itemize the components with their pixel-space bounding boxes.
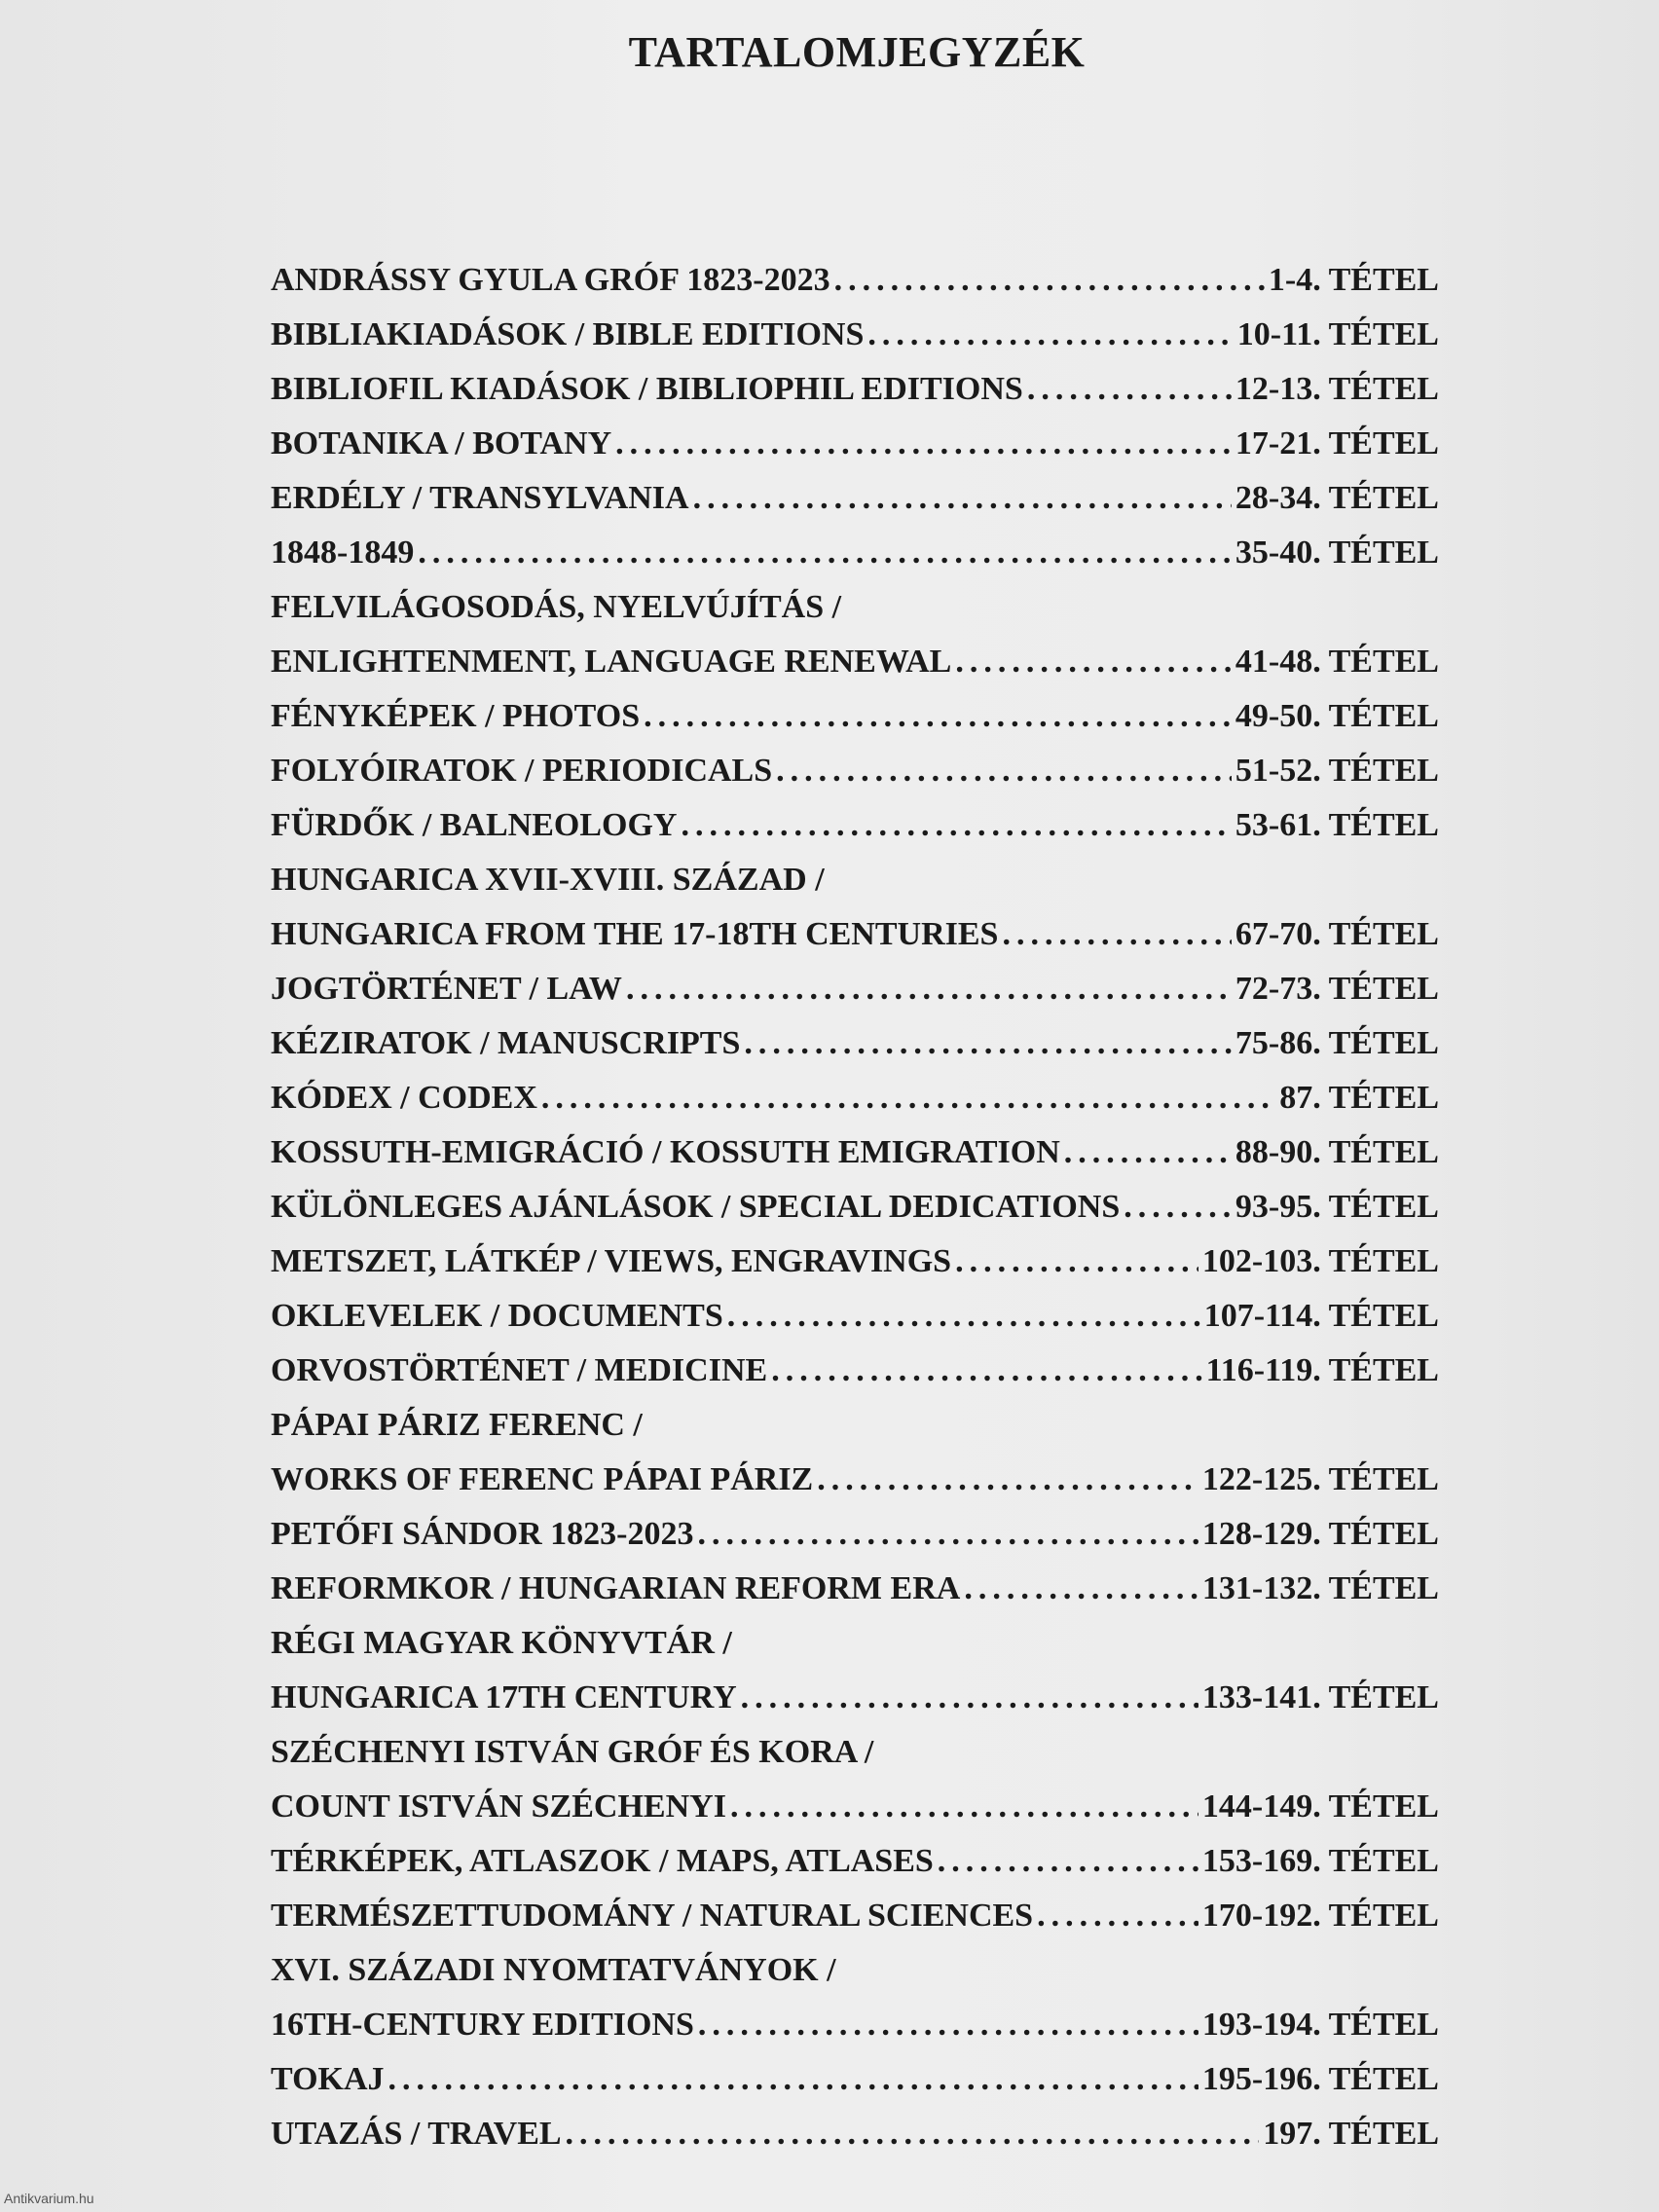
dot-leader	[1064, 1125, 1232, 1180]
toc-entry-ref: 41-48. TÉTEL	[1235, 644, 1439, 680]
toc-entry	[271, 1562, 1439, 1616]
toc-entry-label: KÜLÖNLEGES AJÁNLÁSOK / SPECIAL DEDICATIONS	[271, 1189, 1121, 1225]
toc-entry	[271, 580, 1439, 635]
toc-entry-label: BOTANIKA / BOTANY	[271, 425, 612, 461]
toc-entry	[271, 1125, 1439, 1180]
toc-entry	[271, 798, 1439, 853]
toc-entry	[271, 907, 1439, 962]
toc-entry	[271, 1398, 1439, 1453]
toc-entry	[271, 1180, 1439, 1235]
toc-entry	[271, 1834, 1439, 1889]
page-title: TARTALOMJEGYZÉK	[628, 28, 1086, 76]
toc-entry-label: REFORMKOR / HUNGARIAN REFORM ERA	[271, 1570, 961, 1606]
dot-leader	[1124, 1180, 1232, 1235]
toc-entry-label: FOLYÓIRATOK / PERIODICALS	[271, 753, 773, 789]
toc-entry	[271, 1725, 1439, 1780]
dot-leader	[741, 1671, 1198, 1725]
toc-entry-label: HUNGARICA FROM THE 17-18TH CENTURIES	[271, 916, 999, 952]
toc-entry-label: ORVOSTÖRTÉNET / MEDICINE	[271, 1352, 768, 1388]
toc-entry-label: ERDÉLY / TRANSYLVANIA	[271, 480, 689, 516]
dot-leader	[817, 1453, 1198, 1507]
toc-entry-label: JOGTÖRTÉNET / LAW	[271, 971, 622, 1007]
toc-entry-ref: 107-114. TÉTEL	[1203, 1298, 1439, 1334]
toc-entry	[271, 1016, 1439, 1071]
toc-entry	[271, 1943, 1439, 1998]
toc-entry-label: TÉRKÉPEK, ATLASZOK / MAPS, ATLASES	[271, 1843, 934, 1879]
toc-entry-label: XVI. SZÁZADI NYOMTATVÁNYOK /	[271, 1952, 836, 1988]
toc-entry-label: HUNGARICA 17TH CENTURY	[271, 1679, 737, 1715]
toc-entry-label: FELVILÁGOSODÁS, NYELVÚJÍTÁS /	[271, 589, 842, 625]
toc-entry-label: TERMÉSZETTUDOMÁNY / NATURAL SCIENCES	[271, 1898, 1034, 1934]
toc-entry-label: KÉZIRATOK / MANUSCRIPTS	[271, 1025, 741, 1061]
dot-leader	[1027, 362, 1232, 417]
toc-entry	[271, 1344, 1439, 1398]
dot-leader	[730, 1780, 1198, 1834]
toc-entry	[271, 1507, 1439, 1562]
dot-leader	[1037, 1889, 1198, 1943]
toc-entry-label: COUNT ISTVÁN SZÉCHENYI	[271, 1788, 726, 1825]
toc-entry-ref: 131-132. TÉTEL	[1201, 1570, 1439, 1606]
toc-entry-ref: 1-4. TÉTEL	[1268, 262, 1439, 298]
toc-entry	[271, 1453, 1439, 1507]
dot-leader	[615, 417, 1232, 471]
dot-leader	[681, 798, 1231, 853]
toc-entry-ref: 128-129. TÉTEL	[1201, 1516, 1439, 1552]
dot-leader	[626, 962, 1232, 1016]
toc-entry	[271, 962, 1439, 1016]
toc-entry	[271, 689, 1439, 744]
dot-leader	[388, 2052, 1198, 2107]
toc-entry	[271, 1998, 1439, 2052]
dot-leader	[727, 1289, 1200, 1344]
toc-entry-label: BIBLIOFIL KIADÁSOK / BIBLIOPHIL EDITIONS	[271, 371, 1023, 407]
toc-entry	[271, 635, 1439, 689]
toc-entry-label: OKLEVELEK / DOCUMENTS	[271, 1298, 723, 1334]
toc-entry	[271, 308, 1439, 362]
toc-entry-label: FÜRDŐK / BALNEOLOGY	[271, 807, 678, 843]
toc-entry-ref: 17-21. TÉTEL	[1235, 425, 1439, 461]
dot-leader	[955, 635, 1232, 689]
toc-entry-label: RÉGI MAGYAR KÖNYVTÁR /	[271, 1625, 732, 1661]
toc-entry-label: 1848-1849	[271, 535, 415, 571]
toc-entry-label: ENLIGHTENMENT, LANGUAGE RENEWAL	[271, 644, 952, 680]
dot-leader	[771, 1344, 1201, 1398]
toc-entry-label: ANDRÁSSY GYULA GRÓF 1823-2023	[271, 262, 830, 298]
toc-entry-ref: 12-13. TÉTEL	[1235, 371, 1439, 407]
toc-entry-ref: 35-40. TÉTEL	[1235, 535, 1439, 571]
toc-entry-label: TOKAJ	[271, 2061, 385, 2097]
toc-entry	[271, 1071, 1439, 1125]
toc-entry-label: KOSSUTH-EMIGRÁCIÓ / KOSSUTH EMIGRATION	[271, 1134, 1060, 1170]
dot-leader	[834, 253, 1265, 308]
toc-entry-ref: 75-86. TÉTEL	[1235, 1025, 1439, 1061]
toc-entry-ref: 116-119. TÉTEL	[1205, 1352, 1439, 1388]
dot-leader	[566, 2107, 1260, 2161]
toc-entry-label: PÁPAI PÁRIZ FERENC /	[271, 1407, 643, 1443]
dot-leader	[541, 1071, 1275, 1125]
toc-entry-ref: 102-103. TÉTEL	[1201, 1243, 1439, 1279]
toc-entry-label: BIBLIAKIADÁSOK / BIBLE EDITIONS	[271, 316, 865, 352]
toc-entry-ref: 93-95. TÉTEL	[1235, 1189, 1439, 1225]
toc-entry-ref: 28-34. TÉTEL	[1235, 480, 1439, 516]
toc-entry	[271, 417, 1439, 471]
toc-entry-label: 16TH-CENTURY EDITIONS	[271, 2007, 694, 2043]
toc-entry	[271, 853, 1439, 907]
table-of-contents	[271, 253, 1439, 2161]
dot-leader	[418, 526, 1232, 580]
dot-leader	[693, 471, 1232, 526]
toc-entry-ref: 197. TÉTEL	[1263, 2116, 1439, 2152]
toc-entry	[271, 1235, 1439, 1289]
toc-entry-ref: 170-192. TÉTEL	[1201, 1898, 1439, 1934]
toc-entry-ref: 51-52. TÉTEL	[1235, 753, 1439, 789]
toc-entry	[271, 526, 1439, 580]
dot-leader	[697, 1507, 1198, 1562]
toc-entry	[271, 1889, 1439, 1943]
watermark: Antikvarium.hu	[4, 2191, 94, 2206]
toc-entry-label: FÉNYKÉPEK / PHOTOS	[271, 698, 641, 734]
toc-entry-label: HUNGARICA XVII-XVIII. SZÁZAD /	[271, 862, 825, 898]
toc-entry-ref: 49-50. TÉTEL	[1235, 698, 1439, 734]
toc-entry-label: WORKS OF FERENC PÁPAI PÁRIZ	[271, 1461, 814, 1497]
dot-leader	[644, 689, 1232, 744]
toc-entry	[271, 471, 1439, 526]
toc-entry-ref: 72-73. TÉTEL	[1235, 971, 1439, 1007]
toc-entry-ref: 87. TÉTEL	[1279, 1080, 1439, 1116]
toc-entry-ref: 122-125. TÉTEL	[1201, 1461, 1439, 1497]
toc-entry-ref: 133-141. TÉTEL	[1201, 1679, 1439, 1715]
toc-entry-ref: 53-61. TÉTEL	[1235, 807, 1439, 843]
dot-leader	[867, 308, 1233, 362]
dot-leader	[776, 744, 1232, 798]
toc-entry-label: UTAZÁS / TRAVEL	[271, 2116, 562, 2152]
toc-entry-ref: 67-70. TÉTEL	[1235, 916, 1439, 952]
toc-entry-label: METSZET, LÁTKÉP / VIEWS, ENGRAVINGS	[271, 1243, 952, 1279]
dot-leader	[938, 1834, 1198, 1889]
toc-entry-label: SZÉCHENYI ISTVÁN GRÓF ÉS KORA /	[271, 1734, 874, 1770]
toc-entry-ref: 195-196. TÉTEL	[1201, 2061, 1439, 2097]
toc-entry-ref: 144-149. TÉTEL	[1201, 1788, 1439, 1825]
toc-entry-ref: 153-169. TÉTEL	[1201, 1843, 1439, 1879]
toc-entry	[271, 2052, 1439, 2107]
toc-entry-label: PETŐFI SÁNDOR 1823-2023	[271, 1516, 694, 1552]
toc-entry-ref: 193-194. TÉTEL	[1201, 2007, 1439, 2043]
toc-entry	[271, 1289, 1439, 1344]
toc-entry-ref: 88-90. TÉTEL	[1235, 1134, 1439, 1170]
toc-entry-label: KÓDEX / CODEX	[271, 1080, 537, 1116]
dot-leader	[1002, 907, 1231, 962]
toc-entry	[271, 1780, 1439, 1834]
dot-leader	[744, 1016, 1232, 1071]
toc-entry	[271, 744, 1439, 798]
toc-entry	[271, 253, 1439, 308]
toc-entry	[271, 2107, 1439, 2161]
toc-entry	[271, 1671, 1439, 1725]
toc-entry-ref: 10-11. TÉTEL	[1236, 316, 1439, 352]
dot-leader	[955, 1235, 1198, 1289]
toc-entry	[271, 362, 1439, 417]
dot-leader	[964, 1562, 1198, 1616]
toc-entry	[271, 1616, 1439, 1671]
dot-leader	[698, 1998, 1198, 2052]
